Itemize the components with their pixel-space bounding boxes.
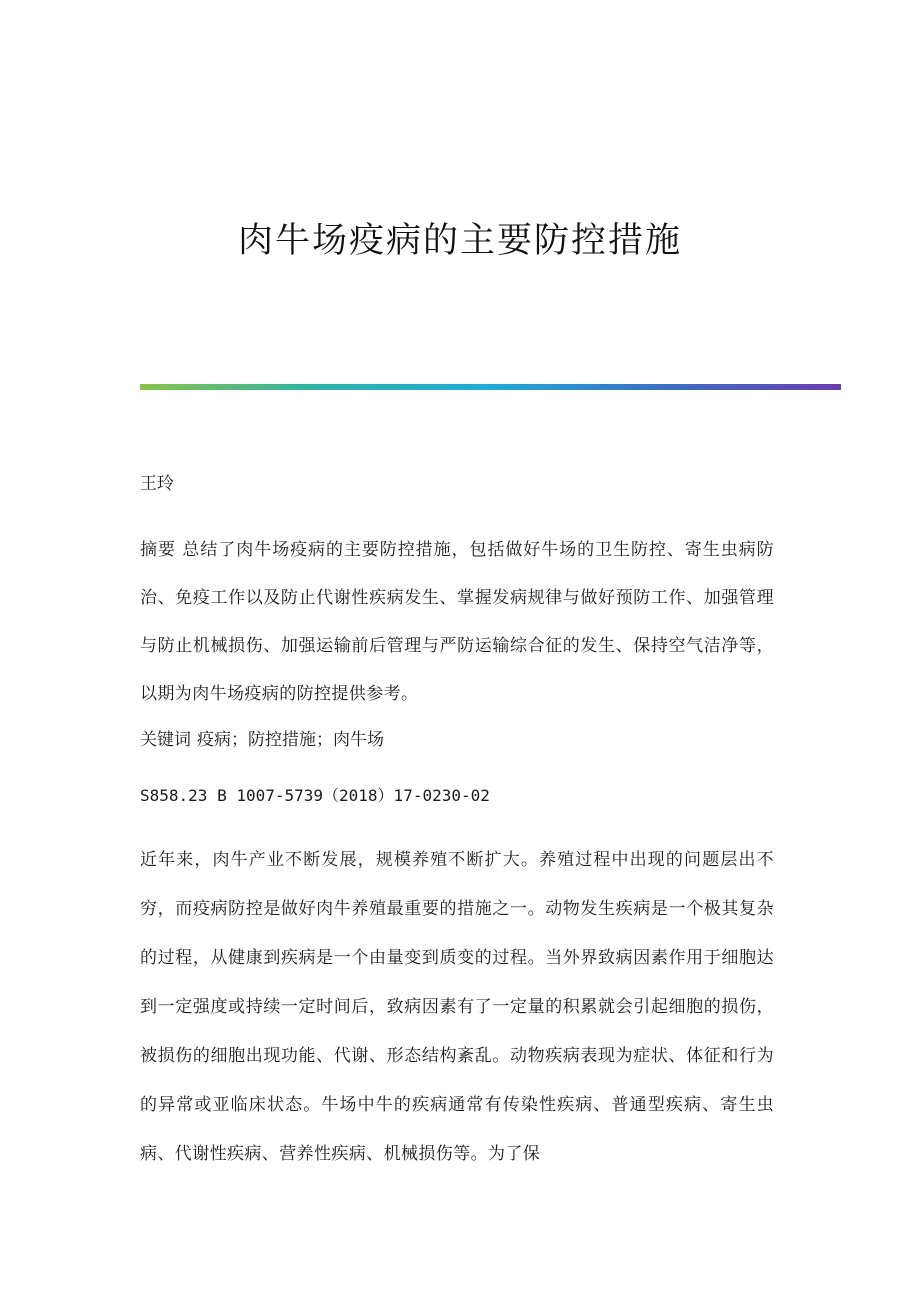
classification-code: S858.23 B 1007-5739（2018）17-0230-02 bbox=[140, 786, 490, 805]
keywords bbox=[140, 728, 774, 752]
abstract-label: 摘要 bbox=[140, 540, 176, 560]
title-divider-gradient bbox=[140, 384, 841, 390]
page-title: 肉牛场疫病的主要防控措施 bbox=[237, 221, 682, 261]
keywords-text: 疫病；防控措施；肉牛场 bbox=[197, 730, 384, 750]
author-name: 王玲 bbox=[140, 474, 174, 494]
keywords-label: 关键词 bbox=[140, 730, 191, 750]
abstract bbox=[140, 526, 774, 718]
body-paragraph: 近年来，肉牛产业不断发展，规模养殖不断扩大。养殖过程中出现的问题层出不穷，而疫病防控是做好肉牛养殖最重要的措施之一。动物发生疾病是一个极其复杂的过程，从健康到疾病是一个由量变到质变的过程。当外界致病因素作用于细胞达到一定强度或持续一定时间后，致病因素有了一定量的积累就会引起细胞的损伤，被损伤的细胞出现功能、代谢、形态结构紊乱。动物疾病表现为症状、体征和行为的异常或亚临床状态。牛场中牛的疾病通常有传染性疾病、普通型疾病、寄生虫病、代谢性疾病、营养性疾病、机械损伤等。为了保 bbox=[140, 850, 774, 1164]
abstract-text: 总结了肉牛场疫病的主要防控措施，包括做好牛场的卫生防控、寄生虫病防治、免疫工作以及防止代谢性疾病发生、掌握发病规律与做好预防工作、加强管理与防止机械损伤、加强运输前后管理与严防运输综合征的发生、保持空气洁净等，以期为肉牛场疫病的防控提供参考。 bbox=[140, 540, 774, 704]
